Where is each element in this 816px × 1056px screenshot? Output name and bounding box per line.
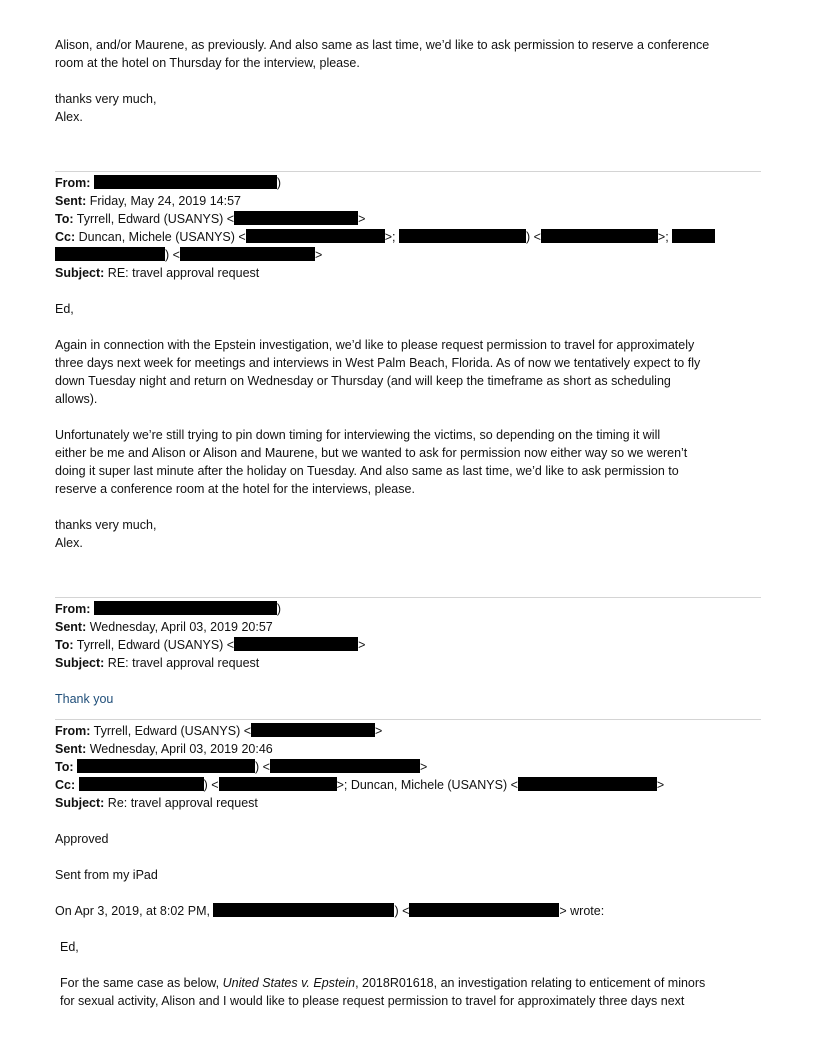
subject-line xyxy=(55,654,761,672)
quoted-greeting: Ed, xyxy=(60,940,79,954)
email-document xyxy=(55,36,761,1010)
sent-value: Wednesday, April 03, 2019 20:57 xyxy=(86,620,273,634)
redaction-bar xyxy=(234,637,358,651)
to-line: To: Tyrrell, Edward (USANYS) < > xyxy=(55,212,366,226)
to-label: To: xyxy=(55,212,74,226)
redaction-bar xyxy=(180,247,315,261)
greeting: Ed, xyxy=(55,302,74,316)
from-label: From: xyxy=(55,724,91,738)
body-line: down Tuesday night and return on Wednesday or Thursday (and will keep the timeframe as short as scheduling xyxy=(55,374,671,388)
sent-value: Friday, May 24, 2019 14:57 xyxy=(86,194,241,208)
body-line: either be me and Alison or Alison and Maurene, but we wanted to ask for permission now either way so we weren’t xyxy=(55,446,688,460)
from-label: From: xyxy=(55,602,91,616)
redaction-bar xyxy=(270,759,420,773)
reply-body: Thank you xyxy=(55,692,114,706)
quoted-body-line: For the same case as below, United States v. Epstein, 2018R01618, an investigation relating to enticement of minors xyxy=(60,976,706,990)
closing-line: thanks very much, xyxy=(55,92,157,106)
redaction-bar xyxy=(219,777,337,791)
body-line: Alison, and/or Maurene, as previously. And also same as last time, we’d like to ask permission to reserve a conference xyxy=(55,38,710,52)
quoted-body-line: for sexual activity, Alison and I would like to please request permission to travel for approximately three days next xyxy=(60,994,685,1008)
redaction-bar xyxy=(77,759,255,773)
cc-line: Cc: ) < >; Duncan, Michele (USANYS) < > xyxy=(55,778,665,792)
redaction-bar xyxy=(79,777,204,791)
message-header xyxy=(55,722,761,812)
to-line: To: ) < > xyxy=(55,760,428,774)
body-line: three days next week for meetings and interviews in West Palm Beach, Florida. As of now we tentatively expect to fly xyxy=(55,356,701,370)
sent-line xyxy=(55,192,761,210)
body-line: reserve a conference room at the hotel for the interviews, please. xyxy=(55,482,415,496)
sent-label: Sent: xyxy=(55,194,87,208)
from-label: From: xyxy=(55,176,91,190)
subject-label: Subject: xyxy=(55,266,105,280)
subject-line xyxy=(55,794,761,812)
reply-body: Approved xyxy=(55,832,109,846)
sent-line xyxy=(55,740,761,758)
redaction-bar xyxy=(94,601,277,615)
cc-label: Cc: xyxy=(55,230,76,244)
case-name: United States v. Epstein xyxy=(222,976,356,990)
subject-value: RE: travel approval request xyxy=(104,656,260,670)
cc-line-continued: ) < > xyxy=(55,246,761,264)
redaction-bar xyxy=(55,247,165,261)
redaction-bar xyxy=(672,229,715,243)
subject-value: RE: travel approval request xyxy=(104,266,260,280)
message-header xyxy=(55,174,761,282)
redaction-bar xyxy=(251,723,375,737)
signature-name: Alex. xyxy=(55,110,83,124)
sent-value: Wednesday, April 03, 2019 20:46 xyxy=(86,742,273,756)
to-line: To: Tyrrell, Edward (USANYS) < > xyxy=(55,638,366,652)
body-line: Unfortunately we’re still trying to pin down timing for interviewing the victims, so depending on the timing it will xyxy=(55,428,661,442)
subject-label: Subject: xyxy=(55,656,105,670)
cc-label: Cc: xyxy=(55,778,76,792)
redaction-bar xyxy=(213,903,394,917)
device-signature: Sent from my iPad xyxy=(55,868,158,882)
message-divider xyxy=(55,719,761,720)
to-label: To: xyxy=(55,760,74,774)
body-line: doing it super last minute after the holiday on Tuesday. And also same as last time, we’d like to ask permission to xyxy=(55,464,679,478)
message-divider xyxy=(55,171,761,172)
message-divider xyxy=(55,597,761,598)
subject-value: Re: travel approval request xyxy=(104,796,258,810)
body-line: allows). xyxy=(55,392,98,406)
closing-line: thanks very much, xyxy=(55,518,157,532)
redaction-bar xyxy=(409,903,559,917)
sent-label: Sent: xyxy=(55,620,87,634)
redaction-bar xyxy=(541,229,658,243)
redaction-bar xyxy=(246,229,385,243)
from-line: From: ) xyxy=(55,602,282,616)
sent-line xyxy=(55,618,761,636)
signature-name: Alex. xyxy=(55,536,83,550)
quote-attribution: On Apr 3, 2019, at 8:02 PM, ) < > wrote: xyxy=(55,904,605,918)
redaction-bar xyxy=(518,777,657,791)
message-header xyxy=(55,600,761,672)
redaction-bar xyxy=(234,211,358,225)
cc-line: Cc: Duncan, Michele (USANYS) < >; ) < >; xyxy=(55,228,761,246)
body-line: room at the hotel on Thursday for the interview, please. xyxy=(55,56,360,70)
subject-line xyxy=(55,264,761,282)
subject-label: Subject: xyxy=(55,796,105,810)
to-label: To: xyxy=(55,638,74,652)
body-line: Again in connection with the Epstein investigation, we’d like to please request permission to travel for approximately xyxy=(55,338,695,352)
redaction-bar xyxy=(94,175,277,189)
from-line: From: Tyrrell, Edward (USANYS) < > xyxy=(55,724,383,738)
sent-label: Sent: xyxy=(55,742,87,756)
from-line: From: ) xyxy=(55,176,282,190)
redaction-bar xyxy=(399,229,526,243)
